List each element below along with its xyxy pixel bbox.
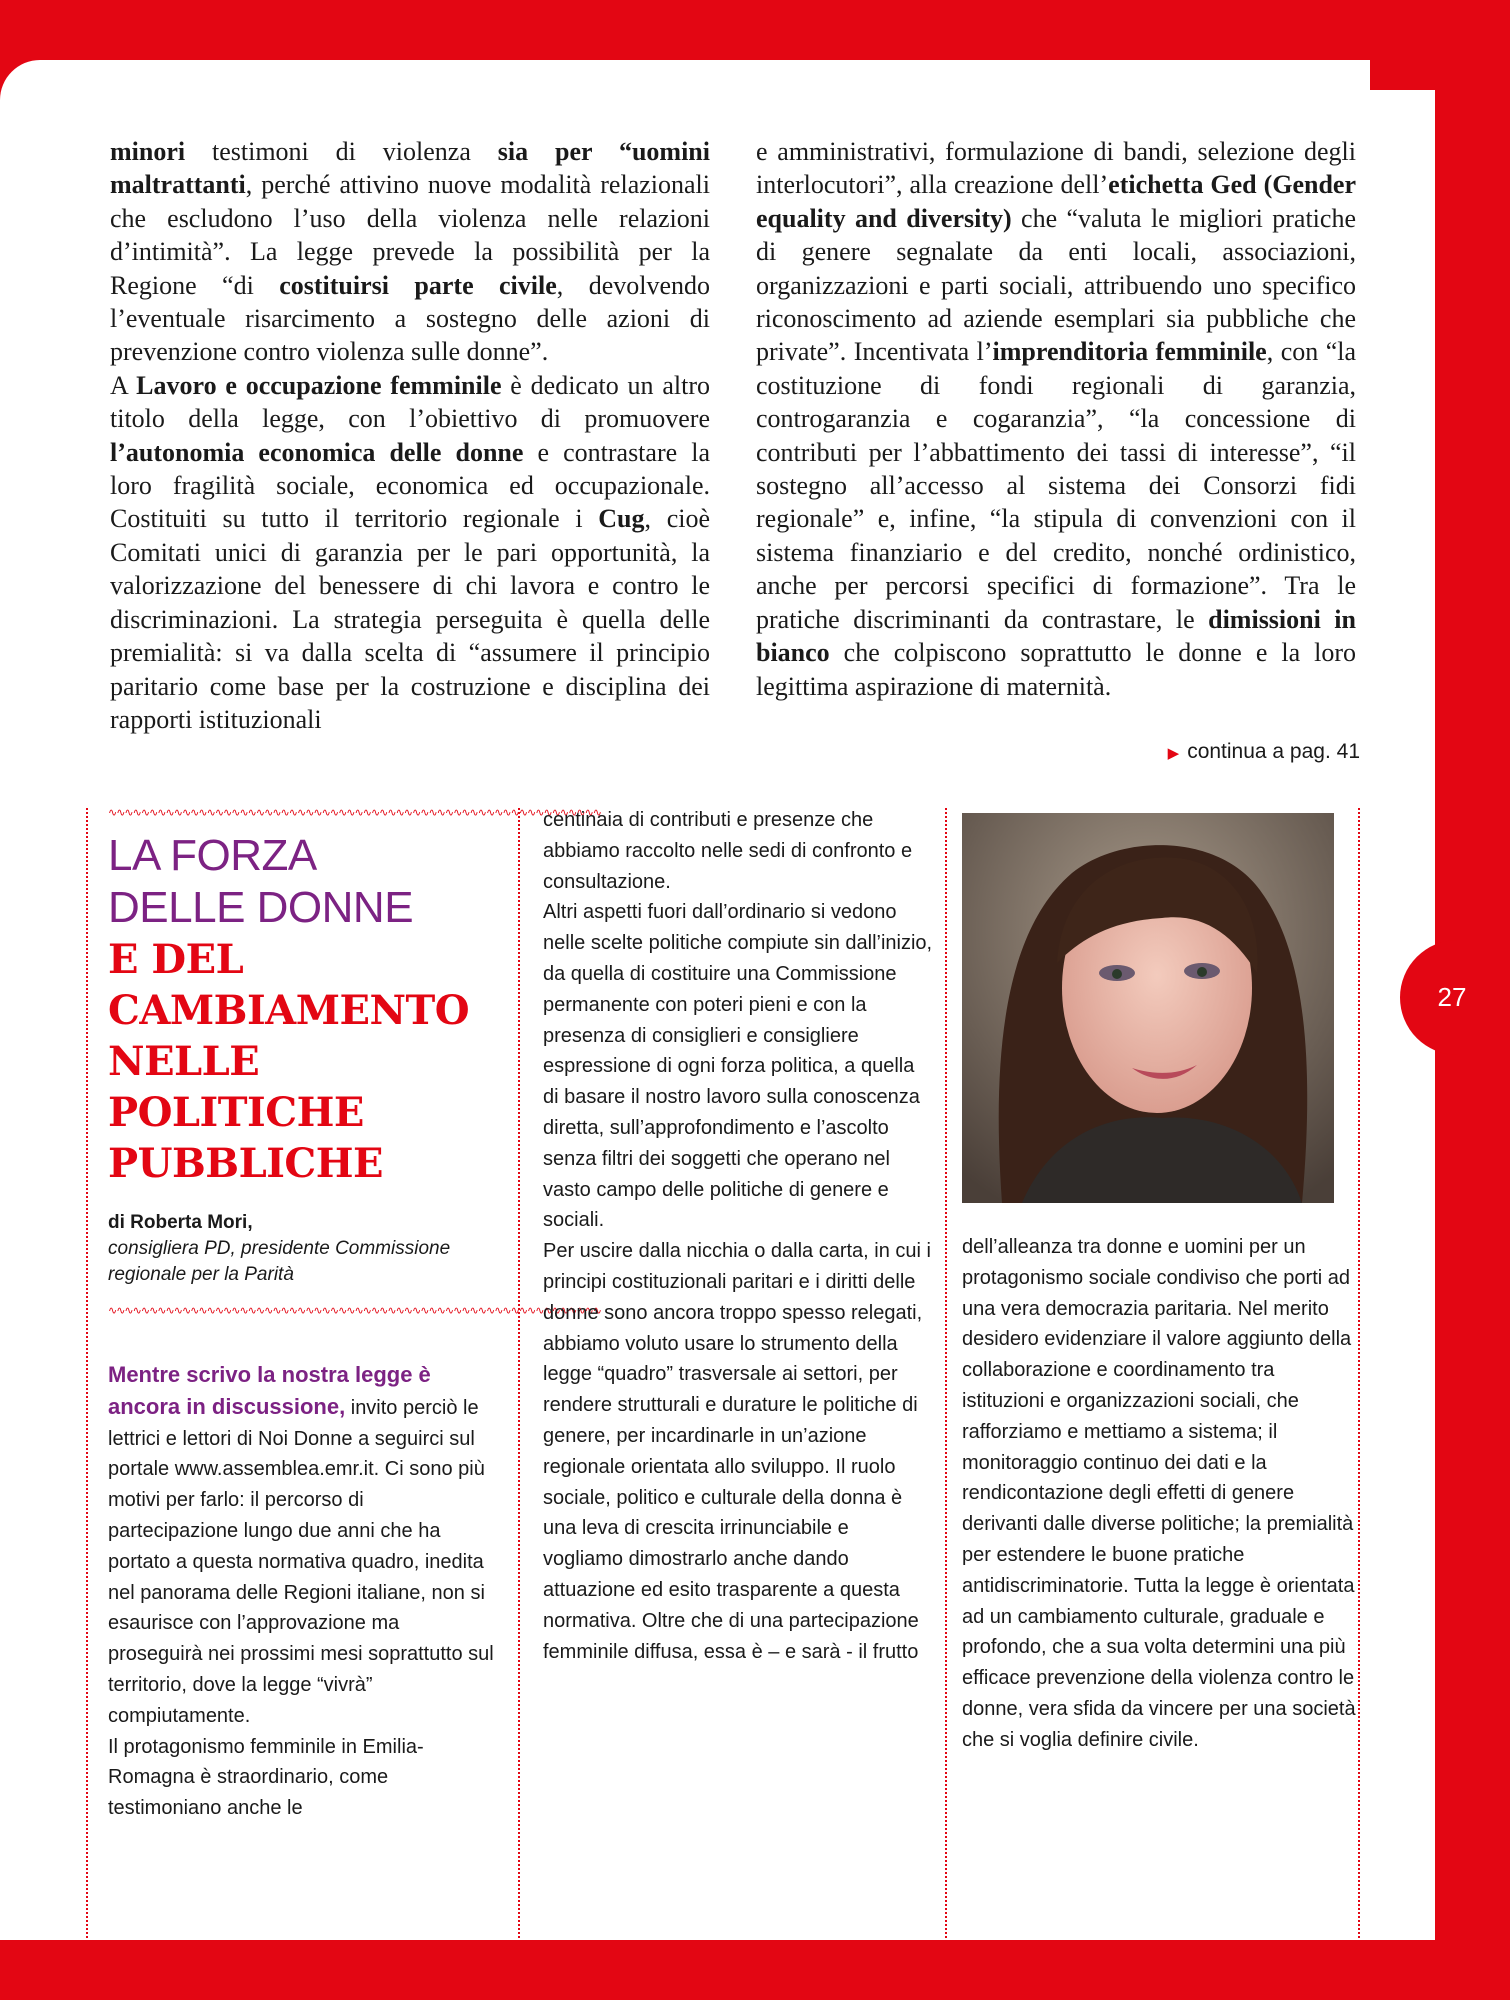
bold-text: minori (110, 137, 186, 166)
body-text: che colpiscono soprattutto le donne e la loro legittima aspirazione di maternità. (756, 638, 1356, 701)
bold-text: etichetta Ged (Gender equality and diversity) (756, 170, 1356, 233)
bold-text: dimissioni in bianco (756, 604, 1356, 668)
title-line: E DEL (108, 936, 244, 983)
paragraph: Per uscire dalla nicchia o dalla carta, in cui i principi costituzionali paritari e i diritti delle donne sono ancora troppo spesso relegati, abbiamo voluto usare lo strumento della legge “quadro” trasversale ai settori, per rendere strutturali e durature le politiche di genere, per incardinarle in un’azione regionale orientata allo sviluppo. Il ruolo sociale, politico e culturale della donna è una leva di crescita irrinunciabile e vogliamo dimostrarlo anche dando attuazione ed esito trasparente a questa normativa. Oltre che di una partecipazione femminile diffusa, essa è – e sarà - il frutto (543, 1240, 931, 1663)
body-text: che “valuta le migliori pratiche di genere segnalate da enti locali, associazioni, organizzazioni e parti sociali, attribuendo uno specifico riconoscimento ad aziende esemplari sia pubbliche che private”. Incentivata l’ (756, 203, 1356, 367)
column-divider (518, 808, 520, 1938)
body-text: è dedicato un altro titolo della legge, con l’obiettivo di promuovere (110, 370, 710, 434)
portrait-photo (962, 813, 1334, 1203)
title-line: LA FORZA (108, 831, 317, 880)
title-line: POLITICHE (108, 1089, 364, 1136)
bottom-red-band (0, 1940, 1490, 2000)
article-column-right (756, 135, 1356, 703)
title-line: DELLE DONNE (108, 883, 414, 932)
feature-column-1 (108, 1360, 498, 1824)
body-text: A (110, 370, 137, 400)
body-text: e contrastare la loro fragilità sociale, economica ed occupazionale. Costituiti su tutto il territorio regionale i (110, 437, 710, 534)
bold-text: Lavoro e occupazione femminile (136, 370, 502, 400)
paragraph (110, 135, 710, 369)
bold-text: imprenditoria femminile (992, 337, 1267, 367)
feature-title (108, 830, 518, 1189)
body-text: invito perciò le lettrici e lettori di Noi Donne a seguirci sul portale www.assemblea.emr.it. Ci sono più motivi per farlo: il percorso di partecipazione lungo due anni che ha portato a questa normativa quadro, inedita nel panorama delle Regioni italiane, non si esaurisce con l’approvazione ma proseguirà nei prossimi mesi soprattutto sul territorio, dove la legge “vivrà” compiutamente. (108, 1396, 494, 1727)
continue-link[interactable] (1000, 740, 1360, 764)
bold-text: sia per “uomini maltrattanti (110, 137, 710, 200)
paragraph: Il protagonismo femminile in Emilia-Romagna è straordinario, come testimoniano anche le (108, 1735, 424, 1820)
feature-column-3 (962, 1232, 1362, 1756)
feature-column-2 (543, 805, 933, 1667)
page-number: 27 (1437, 982, 1467, 1012)
body-text: e amministrativi, formulazione di bandi, selezione degli interlocutori”, alla creazione dell’ (756, 137, 1356, 200)
title-line: NELLE (108, 1038, 260, 1085)
author-portrait (962, 813, 1334, 1203)
paragraph (108, 1360, 498, 1732)
body-text: testimoni di violenza (185, 137, 498, 166)
body-text: , con “la costituzione di fondi regionali di garanzia, controgaranzia e cogaranzia”, “la concessione di contributi per l’abbattimento dei tassi di interesse”, “il sostegno all’accesso al sistema dei Consorzi fidi regionale” e, infine, “la stipula di convenzioni con il sistema finanziario e del credito, nonché ordinistico, anche per percorsi specifici di formazione”. Tra le pratiche discriminanti da contrastare, le (756, 337, 1356, 634)
bold-text: costituirsi parte civile (279, 270, 557, 300)
paragraph (110, 369, 710, 736)
continue-text: continua a pag. 41 (1187, 740, 1360, 763)
page-number-tab (1400, 940, 1510, 1055)
title-line: PUBBLICHE (108, 1140, 384, 1187)
column-divider (945, 808, 947, 1938)
body-text: , cioè Comitati unici di garanzia per le pari opportunità, la valorizzazione del benessere di chi lavora e contro le discriminazioni. La strategia perseguita è quella delle premialità: si va dalla scelta di “assumere il principio paritario come base per la costruzione e disciplina dei rapporti istituzionali (110, 504, 710, 734)
title-line: CAMBIAMENTO (108, 987, 470, 1034)
wavy-rule-bottom: ∿∿∿∿∿∿∿∿∿∿∿∿∿∿∿∿∿∿∿∿∿∿∿∿∿∿∿∿∿∿∿∿∿∿∿∿∿∿∿∿∿∿∿∿∿∿∿∿∿∿∿∿∿∿∿∿∿∿∿∿ (108, 1304, 602, 1317)
paragraph: centinaia di contributi e presenze che abbiamo raccolto nelle sedi di confronto e consultazione. (543, 809, 913, 893)
paragraph: Altri aspetti fuori dall’ordinario si vedono nelle scelte politiche compiute sin dall’inizio, da quella di costituire una Commissione permanente con poteri pieni e con la presenza di consiglieri e consigliere espressione di ogni forza politica, a quella di basare il nostro lavoro sulla conoscenza diretta, sull’approfondimento e l’ascolto senza filtri dei soggetti che operano nel vasto campo delle politiche di genere e sociali. (543, 901, 933, 1232)
triangle-right-icon: ▶ (1167, 745, 1180, 762)
column-divider (86, 808, 88, 1938)
paragraph: dell’alleanza tra donne e uomini per un protagonismo sociale condiviso che porti ad una vera democrazia paritaria. Nel merito desidero evidenziare il valore aggiunto della collaborazione e coordinamento tra istituzioni e organizzazioni sociali, che rafforziamo e mettiamo a sistema; il monitoraggio continuo dei dati e la rendicontazione degli effetti di genere derivanti dalle diverse politiche; la premialità per estendere le buone pratiche antidiscriminatorie. Tutta la legge è orientata ad un cambiamento culturale, graduale e profondo, che a sua volta determini una più efficace prevenzione della violenza contro le donne, vera sfida da vincere per una società che si voglia definire civile. (962, 1236, 1356, 1751)
body-text: , perché attivino nuove modalità relazionali che escludono l’uso della violenza nelle relazioni d’intimità”. La legge prevede la possibilità per la Regione “di (110, 170, 710, 300)
author-name: di Roberta Mori, (108, 1212, 253, 1233)
body-text: , devolvendo l’eventuale risarcimento a sostegno delle azioni di prevenzione contro violenza sulle donne”. (110, 270, 710, 367)
bold-text: l’autonomia economica delle donne (110, 437, 524, 467)
top-right-notch (1370, 40, 1490, 90)
bold-text: Cug (598, 504, 645, 534)
article-column-left (110, 135, 710, 736)
byline (108, 1210, 508, 1288)
paragraph (756, 135, 1356, 703)
author-role: consigliera PD, presidente Commissione regionale per la Parità (108, 1238, 451, 1285)
wavy-rule-top: ∿∿∿∿∿∿∿∿∿∿∿∿∿∿∿∿∿∿∿∿∿∿∿∿∿∿∿∿∿∿∿∿∿∿∿∿∿∿∿∿∿∿∿∿∿∿∿∿∿∿∿∿∿∿∿∿∿∿∿∿ (108, 806, 602, 819)
lead-text: Mentre scrivo la nostra legge è ancora in discussione, (108, 1362, 431, 1419)
